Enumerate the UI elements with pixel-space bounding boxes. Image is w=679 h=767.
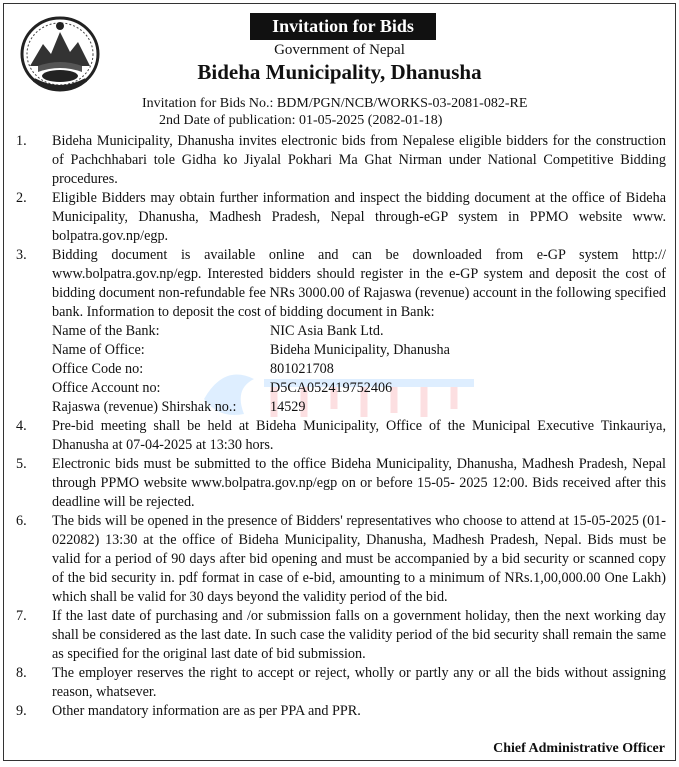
municipality-name: Bideha Municipality, Dhanusha bbox=[197, 60, 482, 84]
item-number: 1. bbox=[16, 133, 27, 149]
item-text: Other mandatory information are as per PPA and PPR. bbox=[52, 703, 361, 719]
bank-label: Office Code no: bbox=[52, 361, 144, 377]
publication-date: 2nd Date of publication: 01-05-2025 (2082-01-18) bbox=[159, 113, 443, 128]
item-number: 3. bbox=[16, 247, 27, 263]
bank-label: Office Account no: bbox=[52, 380, 161, 396]
list-item bbox=[16, 607, 666, 664]
item-number: 6. bbox=[16, 513, 27, 529]
reference-block bbox=[142, 95, 527, 129]
item-number: 8. bbox=[16, 665, 27, 681]
item-number: 7. bbox=[16, 608, 27, 624]
list-item bbox=[16, 702, 666, 721]
item-text: Bidding document is available online and can be downloaded from e-GP system http:// www.bolpatra.gov.np/egp. Interested bidders should register in the e-GP system and deposit the cost of bidding document non-refundable fee NRs 3000.00 of Rajaswa (revenue) account in the following specified bank. Information to deposit the cost of bidding document in Bank: bbox=[52, 247, 666, 320]
list-item bbox=[16, 246, 666, 417]
item-text: Electronic bids must be submitted to the office Bideha Municipality, Dhanusha, Madhesh Pradesh, Nepal through PPMO website www.bolpatra.gov.np/egp on or before 15-05- 2025 12:00. Bids received after this deadline will be rejected. bbox=[52, 456, 666, 510]
notice-items-list bbox=[16, 132, 666, 721]
signatory-title: Chief Administrative Officer bbox=[493, 741, 665, 756]
list-item bbox=[16, 132, 666, 189]
bank-value: NIC Asia Bank Ltd. bbox=[270, 323, 384, 339]
item-text: The employer reserves the right to accept or reject, wholly or partly any or all the bids without assigning reason, whatsever. bbox=[52, 665, 666, 700]
item-number: 9. bbox=[16, 703, 27, 719]
item-number: 5. bbox=[16, 456, 27, 472]
banner-title: Invitation for Bids bbox=[250, 13, 436, 40]
bank-label: Name of Office: bbox=[52, 342, 145, 358]
list-item bbox=[16, 189, 666, 246]
bank-value: D5CA052419752406 bbox=[270, 380, 393, 396]
bank-value: Bideha Municipality, Dhanusha bbox=[270, 342, 450, 358]
item-number: 4. bbox=[16, 418, 27, 434]
item-text: If the last date of purchasing and /or submission falls on a government holiday, then the next working day shall be considered as the last date. In such case the validity period of the bid security shall remain the same as specified for the original last date of bid submission. bbox=[52, 608, 666, 662]
bank-details bbox=[52, 322, 666, 417]
bank-label: Rajaswa (revenue) Shirshak no.: bbox=[52, 399, 237, 415]
item-text: Pre-bid meeting shall be held at Bideha Municipality, Office of the Municipal Executive Tinkauriya, Dhanusha at 07-04-2025 at 13:30 hors. bbox=[52, 418, 666, 453]
item-text: Eligible Bidders may obtain further information and inspect the bidding document at the office of Bideha Municipality, Dhanusha, Madhesh Pradesh, Nepal through-eGP system in PPMO website www. bolpatra.gov.np/egp. bbox=[52, 190, 666, 244]
bank-label: Name of the Bank: bbox=[52, 323, 160, 339]
bank-value: 14529 bbox=[270, 399, 306, 415]
government-name: Government of Nepal bbox=[274, 42, 405, 58]
item-number: 2. bbox=[16, 190, 27, 206]
item-text: Bideha Municipality, Dhanusha invites electronic bids from Nepalese eligible bidders for the construction of Pachchhabari tole Gidha ko Jiyalal Pokhari Ma Ghat Nirman under National Competitive Bidding procedures. bbox=[52, 133, 666, 187]
bank-value: 801021708 bbox=[270, 361, 334, 377]
tender-notice bbox=[3, 3, 676, 761]
bid-reference-number: Invitation for Bids No.: BDM/PGN/NCB/WORKS-03-2081-082-RE bbox=[142, 96, 528, 111]
list-item bbox=[16, 417, 666, 455]
item-text: The bids will be opened in the presence of Bidders' representatives who choose to attend at 15-05-2025 (01-022082) 13:30 at the office of Bideha Municipality, Dhanusha, Madhesh Pradesh, Nepal. Bids must be valid for a period of 90 days after bid opening and must be accompanied by a bid security or scanned copy of the bid security in. pdf format in case of e-bid, amounting to a minimum of NRs.1,00,000.00 One Lakh) which shall be valid for 30 days beyond the validity period of the bid. bbox=[52, 513, 666, 605]
list-item bbox=[16, 455, 666, 512]
list-item bbox=[16, 664, 666, 702]
list-item bbox=[16, 512, 666, 607]
